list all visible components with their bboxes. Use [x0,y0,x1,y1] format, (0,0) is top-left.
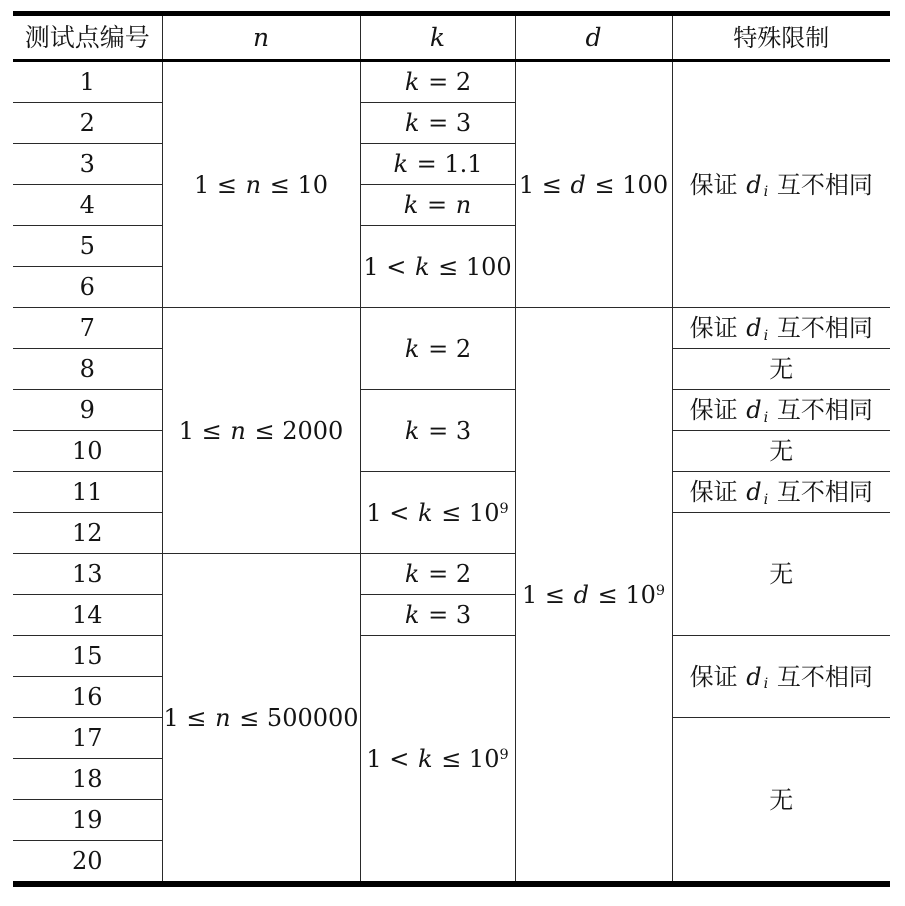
cell-d-rows7-20: $1 \le d \le 10^9$ [515,308,672,885]
cell-k-rows7-8: k = 2 [360,308,515,390]
cell-n-rows13-20: 1 ≤ n ≤ 500000 [162,554,360,885]
header-row [13,14,890,61]
table-row [13,636,890,677]
header-test-point-id: 测试点编号 [13,14,162,61]
cell-testpoint-11: 11 [13,472,162,513]
cell-testpoint-15: 15 [13,636,162,677]
cell-n-rows1-6: 1 ≤ n ≤ 10 [162,61,360,308]
cell-limit-rows17-20: 无 [672,718,890,885]
cell-limit-row11: 保证 d $_i$ 互不相同 [672,472,890,513]
cell-testpoint-3: 3 [13,144,162,185]
cell-n-rows7-12: 1 ≤ n ≤ 2000 [162,308,360,554]
cell-limit-rows12-14: 无 [672,513,890,636]
cell-testpoint-7: 7 [13,308,162,349]
constraints-table [13,11,890,887]
cell-testpoint-10: 10 [13,431,162,472]
cell-testpoint-8: 8 [13,349,162,390]
cell-testpoint-12: 12 [13,513,162,554]
header-k: k [360,14,515,61]
cell-testpoint-9: 9 [13,390,162,431]
cell-testpoint-14: 14 [13,595,162,636]
cell-testpoint-2: 2 [13,103,162,144]
table-row [13,390,890,431]
cell-limit-row9: 保证 d $_i$ 互不相同 [672,390,890,431]
cell-k-row2: k = 3 [360,103,515,144]
cell-testpoint-16: 16 [13,677,162,718]
cell-limit-row10: 无 [672,431,890,472]
cell-k-row3: k = 1.1 [360,144,515,185]
cell-testpoint-20: 20 [13,841,162,885]
cell-k-rows11-12: $1 < k \le 10^9$ [360,472,515,554]
header-special-limit: 特殊限制 [672,14,890,61]
cell-k-row1: k = 2 [360,61,515,103]
table-row [13,61,890,103]
cell-testpoint-1: 1 [13,61,162,103]
cell-testpoint-13: 13 [13,554,162,595]
cell-k-row13: k = 2 [360,554,515,595]
table-row [13,308,890,349]
table-row [13,472,890,513]
cell-testpoint-18: 18 [13,759,162,800]
cell-limit-row8: 无 [672,349,890,390]
cell-k-row4: k = n [360,185,515,226]
header-n: n [162,14,360,61]
cell-limit-row7: 保证 d $_i$ 互不相同 [672,308,890,349]
cell-testpoint-17: 17 [13,718,162,759]
cell-k-rows9-10: k = 3 [360,390,515,472]
cell-testpoint-19: 19 [13,800,162,841]
cell-testpoint-4: 4 [13,185,162,226]
cell-k-rows5-6: 1 < k ≤ 100 [360,226,515,308]
header-d: d [515,14,672,61]
cell-testpoint-6: 6 [13,267,162,308]
cell-testpoint-5: 5 [13,226,162,267]
cell-k-row14: k = 3 [360,595,515,636]
cell-k-rows15-20: $1 < k \le 10^9$ [360,636,515,885]
cell-d-rows1-6: 1 ≤ d ≤ 100 [515,61,672,308]
cell-limit-rows1-6: 保证 d $_i$ 互不相同 [672,61,890,308]
cell-limit-rows15-16: 保证 d $_i$ 互不相同 [672,636,890,718]
